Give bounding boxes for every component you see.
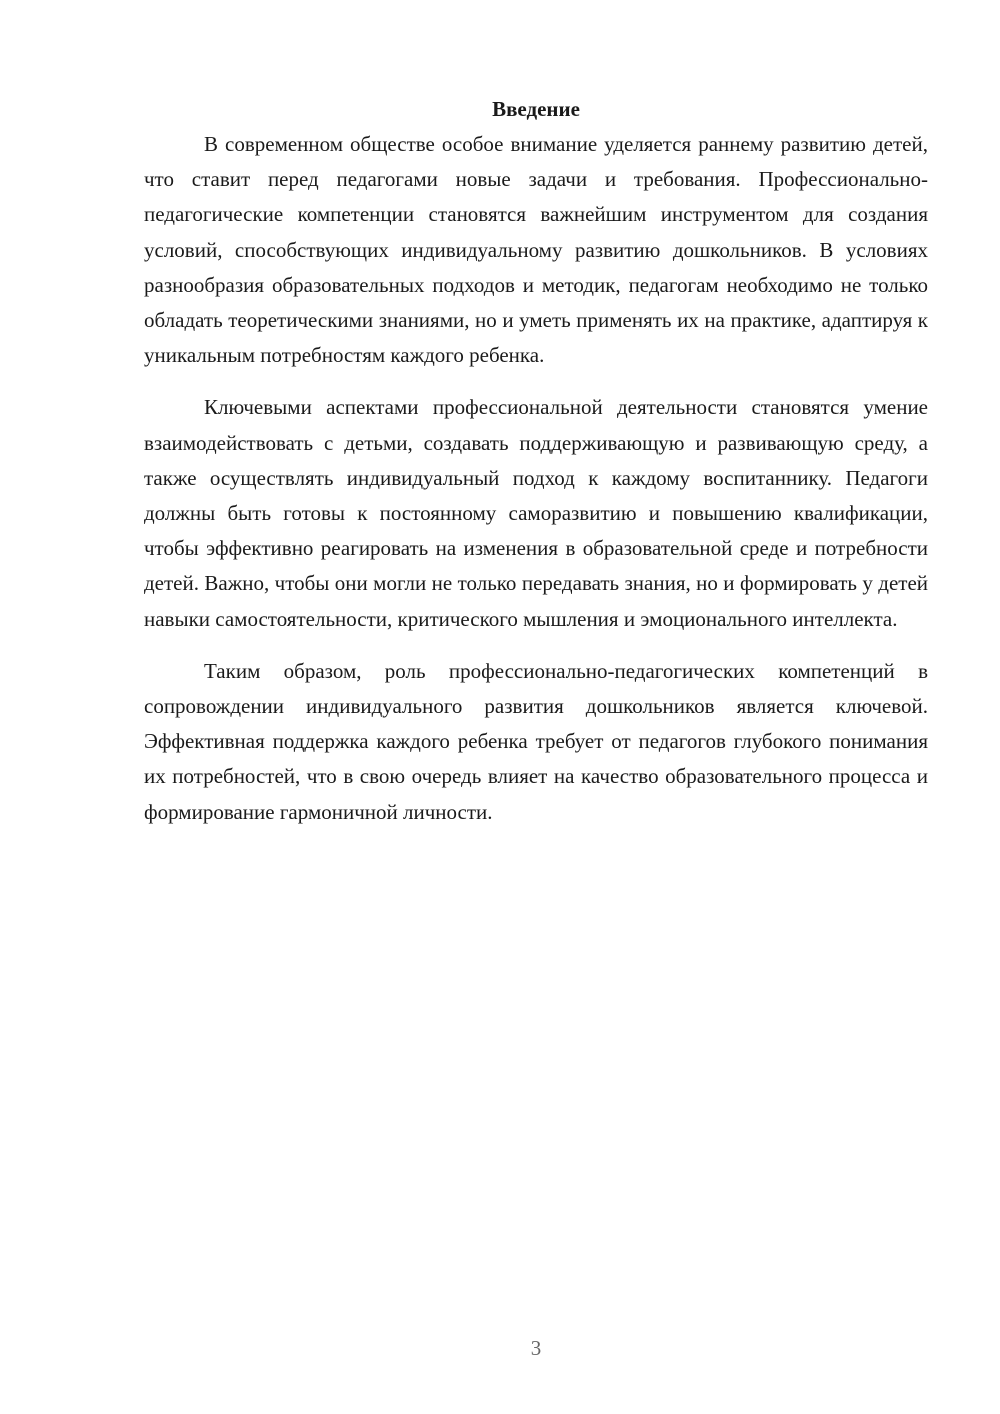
paragraph-2: Ключевыми аспектами профессиональной деятельности становятся умение взаимодействовать с детьми, создавать поддерживающую и развивающую среду, а также осуществлять индивидуальный подход к каждому воспитаннику. Педагоги должны быть готовы к постоянному саморазвитию и повышению квалификации, чтобы эффективно реагировать на изменения в образовательной среде и потребности детей. Важно, чтобы они могли не только передавать знания, но и формировать у детей навыки самостоятельности, критического мышления и эмоционального интеллекта. xyxy=(144,395,928,631)
section-title: Введение xyxy=(492,97,580,121)
page-number: 3 xyxy=(530,1336,542,1360)
paragraph-3: Таким образом, роль профессионально-педагогических компетенций в сопровождении индивидуального развития дошкольников является ключевой. Эффективная поддержка каждого ребенка требует от педагогов глубокого понимания их потребностей, что в свою очередь влияет на качество образовательного процесса и формирование гармоничной личности. xyxy=(144,658,928,824)
paragraph-1: В современном обществе особое внимание уделяется раннему развитию детей, что ставит перед педагогами новые задачи и требования. Профессионально-педагогические компетенции становятся важнейшим инструментом для создания условий, способствующих индивидуальному развитию дошкольников. В условиях разнообразия образовательных подходов и методик, педагогам необходимо не только обладать теоретическими знаниями, но и уметь применять их на практике, адаптируя к уникальным потребностям каждого ребенка. xyxy=(144,132,928,368)
page-body xyxy=(144,92,928,830)
